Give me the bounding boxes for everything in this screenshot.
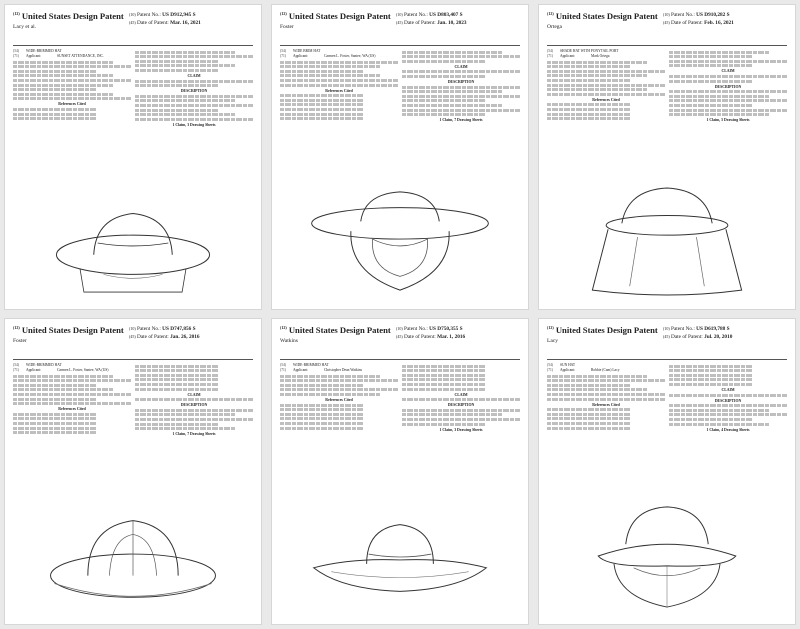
applicant: Mark Ortega [591,54,610,58]
applicant: Carmen L. Foster, Santee, WA (US) [57,368,109,372]
office-title: United States Design Patent [21,11,124,21]
left-column: (54) WIDE BRIM HAT (71) Applicant: Carmen L. Foster, Santee, WA (US) References Cited [280,49,398,179]
date-label: Date of Patent: [404,334,436,340]
office-title: United States Design Patent [288,325,391,335]
left-column: (54) WIDE-BRIMMED HAT (71) Applicant: SUNSET ATTENDANCE, INC. References Cited [13,49,131,179]
date-label: Date of Patent: [671,334,703,340]
hat-figure-svg [292,183,508,301]
hat-drawing [25,498,241,616]
patent-number: US D750,355 S [429,326,463,332]
applicant: Christopher Dean Watkins [324,368,362,372]
hat-figure-svg [292,498,508,616]
references-heading: References Cited [325,397,353,402]
date-label: Date of Patent: [404,20,436,26]
claims-sheets: 1 Claim, 4 Drawing Sheets [706,427,750,432]
patent-no-label: Patent No.: [404,12,428,18]
patent-header [13,325,253,357]
patent-card-2[interactable] [271,4,529,310]
applicant: SUNSET ATTENDANCE, INC. [57,54,104,58]
field-code: (10) [396,12,403,17]
patent-card-5[interactable] [271,318,529,625]
right-column [135,363,253,493]
references-heading: References Cited [58,102,86,107]
field-code: (10) [663,326,670,331]
field-code: (45) [396,20,403,25]
design-title: WIDE-BRIMMED HAT [26,363,62,367]
references-heading: References Cited [58,407,86,412]
office-title: United States Design Patent [555,11,658,21]
patent-date: Jan. 26, 2016 [170,334,200,340]
field-code: (45) [129,334,136,339]
hat-figure-svg [25,498,241,616]
patent-header [280,11,520,43]
claim-heading: CLAIM [721,69,735,74]
patent-card-3[interactable] [538,4,796,310]
description-heading: DESCRIPTION [447,79,475,84]
inventor-name: Watkins [280,338,298,344]
hat-drawing [559,498,775,616]
patent-header [13,11,253,43]
patent-date: Jan. 10, 2023 [437,20,467,26]
applicant: Carmen L. Foster, Santee, WA (US) [324,54,376,58]
field-code: (45) [396,334,403,339]
field-code: (12) [13,325,20,330]
right-column [669,49,787,179]
patent-number: US D910,282 S [696,12,730,18]
description-heading: DESCRIPTION [714,398,742,403]
description-heading: DESCRIPTION [180,403,208,408]
references-heading: References Cited [592,402,620,407]
inventor-name: Foster [13,338,27,344]
header-rule [280,359,520,360]
header-rule [547,359,787,360]
hat-figure-svg [25,183,241,301]
references-heading: References Cited [325,88,353,93]
claim-heading: CLAIM [187,392,201,397]
patent-header [547,11,787,43]
patent-no-label: Patent No.: [137,326,161,332]
patent-no-label: Patent No.: [671,12,695,18]
office-title: United States Design Patent [288,11,391,21]
patent-date: Mar. 16, 2021 [170,20,201,26]
right-column [135,49,253,179]
field-code: (12) [547,325,554,330]
patent-number: US D619,788 S [696,326,730,332]
office-title: United States Design Patent [21,325,124,335]
claims-sheets: 1 Claim, 7 Drawing Sheets [439,118,483,123]
hat-drawing [559,183,775,301]
field-code: (10) [396,326,403,331]
design-title: WIDE-BRIMMED HAT [293,363,329,367]
patent-header [547,325,787,357]
patent-no-label: Patent No.: [137,12,161,18]
design-title: SHADE HAT WITH PONYTAIL PORT [560,49,619,53]
date-label: Date of Patent: [137,334,169,340]
description-heading: DESCRIPTION [180,89,208,94]
date-label: Date of Patent: [671,20,703,26]
description-heading: DESCRIPTION [714,84,742,89]
header-rule [547,45,787,46]
field-code: (12) [547,11,554,16]
claim-heading: CLAIM [454,64,468,69]
field-code: (45) [129,20,136,25]
claims-sheets: 1 Claim, 7 Drawing Sheets [172,432,216,437]
field-code: (10) [129,326,136,331]
patent-number: US D803,407 S [429,12,463,18]
inventor-name: Ortega [547,24,562,30]
hat-figure-svg [559,183,775,301]
design-title: SUN HAT [560,363,576,367]
field-code: (12) [280,11,287,16]
references-heading: References Cited [592,97,620,102]
left-column: (54) WIDE-BRIMMED HAT (71) Applicant: Christopher Dean Watkins References Cited [280,363,398,493]
patent-number: US D747,856 S [162,326,196,332]
claims-sheets: 1 Claim, 3 Drawing Sheets [439,427,483,432]
hat-drawing [292,498,508,616]
claim-heading: CLAIM [721,387,735,392]
design-title: WIDE BRIM HAT [293,49,321,53]
description-heading: DESCRIPTION [447,403,475,408]
patent-header [280,325,520,357]
applicant: Robbie (Cam) Lacy [591,368,620,372]
patent-card-6[interactable] [538,318,796,625]
hat-figure-svg [559,498,775,616]
design-title: WIDE-BRIMMED HAT [26,49,62,53]
header-rule [13,45,253,46]
header-rule [13,359,253,360]
claims-sheets: 1 Claim, 3 Drawing Sheets [172,122,216,127]
left-column: (54) SHADE HAT WITH PONYTAIL PORT (71) Applicant: Mark Ortega References Cited [547,49,665,179]
patent-card-1[interactable] [4,4,262,310]
right-column [669,363,787,493]
inventor-name: Lacy et al. [13,24,37,30]
left-column: (54) WIDE-BRIMMED HAT (71) Applicant: Carmen L. Foster, Santee, WA (US) References Cited [13,363,131,493]
header-rule [280,45,520,46]
claims-sheets: 1 Claim, 5 Drawing Sheets [706,118,750,123]
right-column [402,363,520,493]
patent-number: US D912,945 S [162,12,196,18]
field-code: (12) [280,325,287,330]
patent-date: Jul. 20, 2010 [704,334,733,340]
patent-date: Feb. 16, 2021 [704,20,734,26]
patent-no-label: Patent No.: [671,326,695,332]
patent-date: Mar. 1, 2016 [437,334,466,340]
field-code: (45) [663,334,670,339]
right-column [402,49,520,179]
left-column: (54) SUN HAT (71) Applicant: Robbie (Cam) Lacy References Cited [547,363,665,493]
office-title: United States Design Patent [555,325,658,335]
field-code: (10) [663,12,670,17]
field-code: (12) [13,11,20,16]
date-label: Date of Patent: [137,20,169,26]
inventor-name: Lacy [547,338,558,344]
field-code: (45) [663,20,670,25]
hat-drawing [25,183,241,301]
field-code: (10) [129,12,136,17]
patent-card-4[interactable] [4,318,262,625]
inventor-name: Foster [280,24,294,30]
hat-drawing [292,183,508,301]
claim-heading: CLAIM [454,392,468,397]
patent-no-label: Patent No.: [404,326,428,332]
claim-heading: CLAIM [187,73,201,78]
